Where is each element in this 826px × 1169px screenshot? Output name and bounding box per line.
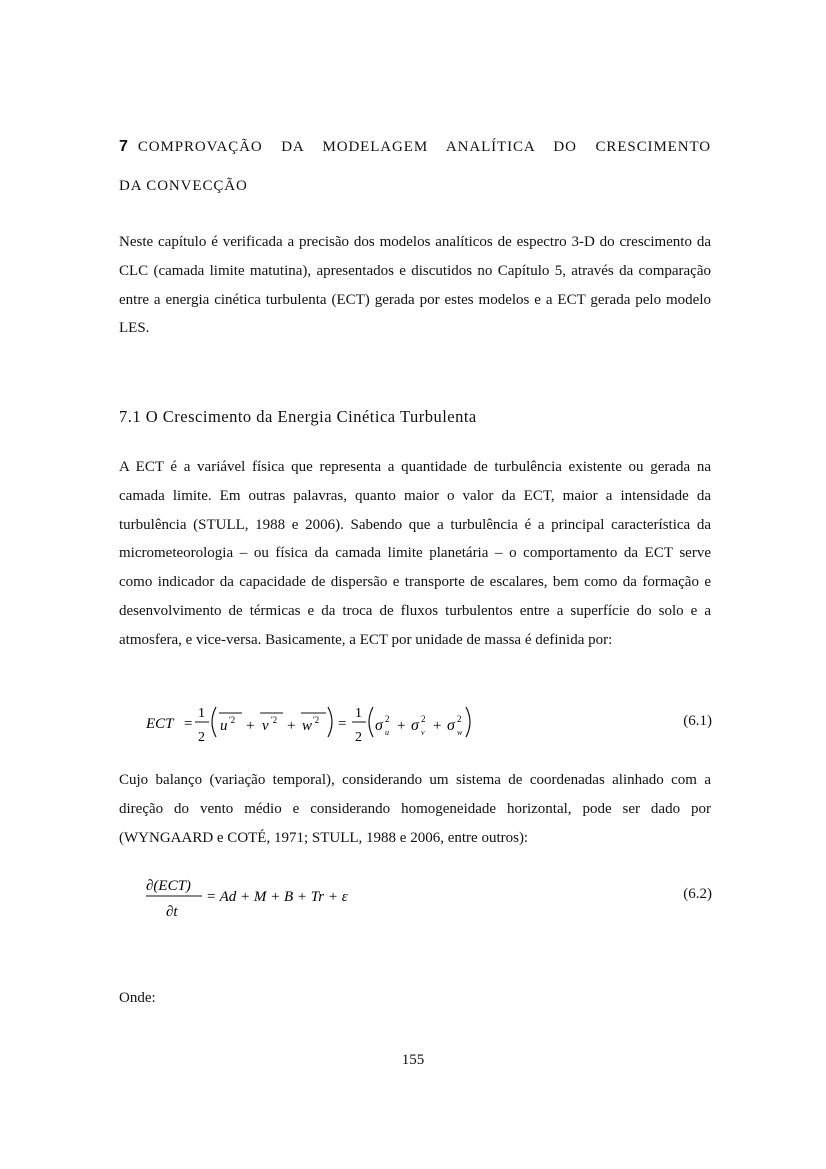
eq1-right-paren-1 (328, 707, 332, 737)
eq1-v: v (262, 718, 269, 734)
body-paragraph-onde: Onde: (119, 990, 156, 1006)
eq1-plus-1: + (246, 718, 255, 734)
eq1-right-paren-2 (466, 707, 470, 737)
eq2-numerator: ∂(ECT) (146, 878, 191, 894)
eq1-sigma-w-sq: 2 (457, 714, 462, 724)
eq1-lhs: ECT (146, 716, 174, 732)
chapter-heading (119, 137, 711, 196)
eq2-rhs: = Ad + M + B + Tr + ε (206, 889, 348, 905)
eq1-left-paren-2 (369, 707, 373, 737)
eq1-u: u (220, 718, 228, 734)
eq1-sigma-v: σ (411, 717, 419, 734)
chapter-number: 7 (119, 138, 128, 155)
equation-number-6-2: (6.2) (683, 886, 712, 902)
eq1-half-den-1: 2 (198, 730, 205, 745)
equation-6-2-formula (146, 872, 376, 924)
eq1-w-prime: '2 (313, 715, 320, 725)
eq1-plus-4: + (433, 718, 442, 734)
chapter-title-text-1: COMPROVAÇÃO DA MODELAGEM ANALÍTICA DO CRESCIMENTO (137, 139, 711, 155)
eq1-sigma-w: σ (447, 717, 455, 734)
intro-paragraph: Neste capítulo é verificada a precisão dos modelos analíticos de espectro 3-D do crescimento da CLC (camada limite matutina), apresentados e discutidos no Capítulo 5, através da comparação entre a energia cinética turbulenta (ECT) gerada por estes modelos e a ECT gerada pelo modelo LES. (119, 234, 711, 337)
eq1-sigma-v-sq: 2 (421, 714, 426, 724)
eq1-half-den-2: 2 (355, 730, 362, 745)
equation-6-2 (146, 872, 712, 924)
eq1-equals-2: = (338, 716, 347, 732)
eq1-u-prime: '2 (229, 715, 236, 725)
eq1-sigma-u: σ (375, 717, 383, 734)
eq1-plus-2: + (287, 718, 296, 734)
eq1-v-prime: '2 (271, 715, 278, 725)
eq1-sigma-u-sq: 2 (385, 714, 390, 724)
eq1-equals-1: = (184, 716, 193, 732)
page-number: 155 (401, 1052, 425, 1068)
equation-number-6-1: (6.1) (683, 713, 712, 729)
section-heading: 7.1 O Crescimento da Energia Cinética Turbulenta (119, 407, 477, 426)
eq1-w: w (302, 718, 313, 734)
chapter-title-line-2: DA CONVECÇÃO (119, 178, 248, 194)
eq2-denominator: ∂t (166, 904, 178, 920)
eq1-plus-3: + (397, 718, 406, 734)
equation-6-1-formula (146, 699, 476, 751)
equation-6-1 (146, 699, 712, 751)
eq1-sigma-w-sub: w (457, 728, 463, 737)
eq1-half-num-2: 1 (355, 706, 362, 721)
body-paragraph-balance: Cujo balanço (variação temporal), considerando um sistema de coordenadas alinhado com a direção do vento médio e considerando homogeneidade horizontal, pode ser dado por (WYNGAARD e COTÉ, 1971; STULL, 1988 e 2006, entre outros): (119, 772, 711, 846)
chapter-title-line-1 (119, 137, 711, 157)
eq1-left-paren-1 (212, 707, 216, 737)
eq1-sigma-u-sub: u (385, 728, 389, 737)
body-paragraph-ect-definition: A ECT é a variável física que representa a quantidade de turbulência existente ou gerada na camada limite. Em outras palavras, quanto maior o valor da ECT, maior a intensidade da turbulência (STULL, 1988 e 2006). Sabendo que a turbulência é a principal característica da micrometeorologia – ou física da camada limite planetária – o comportamento da ECT serve como indicador da capacidade de dispersão e transporte de escalares, bem como da formação e desenvolvimento de térmicas e da troca de fluxos turbulentos entre a superfície do solo e a atmosfera, e vice-versa. Basicamente, a ECT por unidade de massa é definida por: (119, 459, 711, 648)
eq1-sigma-v-sub: v (421, 728, 425, 737)
eq1-half-num-1: 1 (198, 706, 205, 721)
